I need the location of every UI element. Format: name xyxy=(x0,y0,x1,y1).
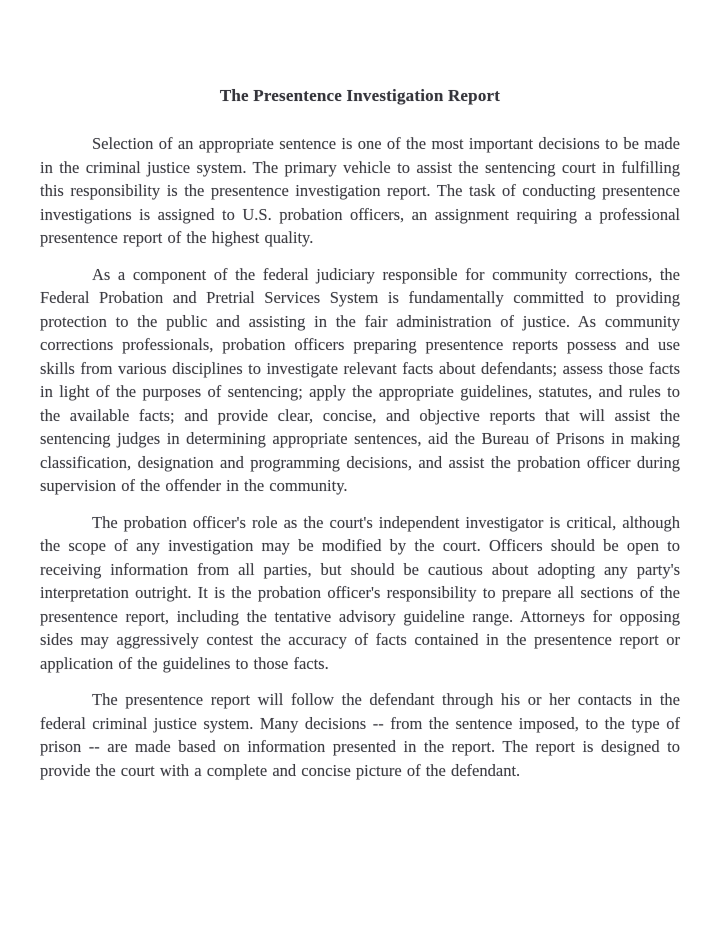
document-title: The Presentence Investigation Report xyxy=(219,86,501,105)
paragraph-federal-judiciary: As a component of the federal judiciary responsible for community corrections, the Federal Probation and Pretrial Services System is fundamentally committed to providing protection to the public and assisting in the fair administration of justice. As community corrections professionals, probation officers preparing presentence reports possess and use skills from various disciplines to investigate relevant facts about defendants; assess those facts in light of the purposes of sentencing; apply the appropriate guidelines, statutes, and rules to the available facts; and provide clear, concise, and objective reports that will assist the sentencing judges in determining appropriate sentences, aid the Bureau of Prisons in making classification, designation and programming decisions, and assist the probation officer during supervision of the offender in the community. xyxy=(40,264,680,495)
paragraph-report-follow: The presentence report will follow the defendant through his or her contacts in the federal criminal justice system. Many decisions -- from the sentence imposed, to the type of prison -- are made based on information presented in the report. The report is designed to provide the court with a complete and concise picture of the defendant. xyxy=(40,690,680,780)
paragraph-probation-officer-role: The probation officer's role as the court's independent investigator is critical, although the scope of any investigation may be modified by the court. Officers should be open to receiving information from all parties, but should be cautious about adopting any party's interpretation outright. It is the probation officer's responsibility to prepare all sections of the presentence report, including the tentative advisory guideline range. Attorneys for opposing sides may aggressively contest the accuracy of facts contained in the presentence report or application of the guidelines to those facts. xyxy=(40,512,680,673)
paragraph-intro: Selection of an appropriate sentence is one of the most important decisions to be made in the criminal justice system. The primary vehicle to assist the sentencing court in fulfilling this responsibility is the presentence investigation report. The task of conducting presentence investigations is assigned to U.S. probation officers, an assignment requiring a professional presentence report of the highest quality. xyxy=(40,134,680,247)
